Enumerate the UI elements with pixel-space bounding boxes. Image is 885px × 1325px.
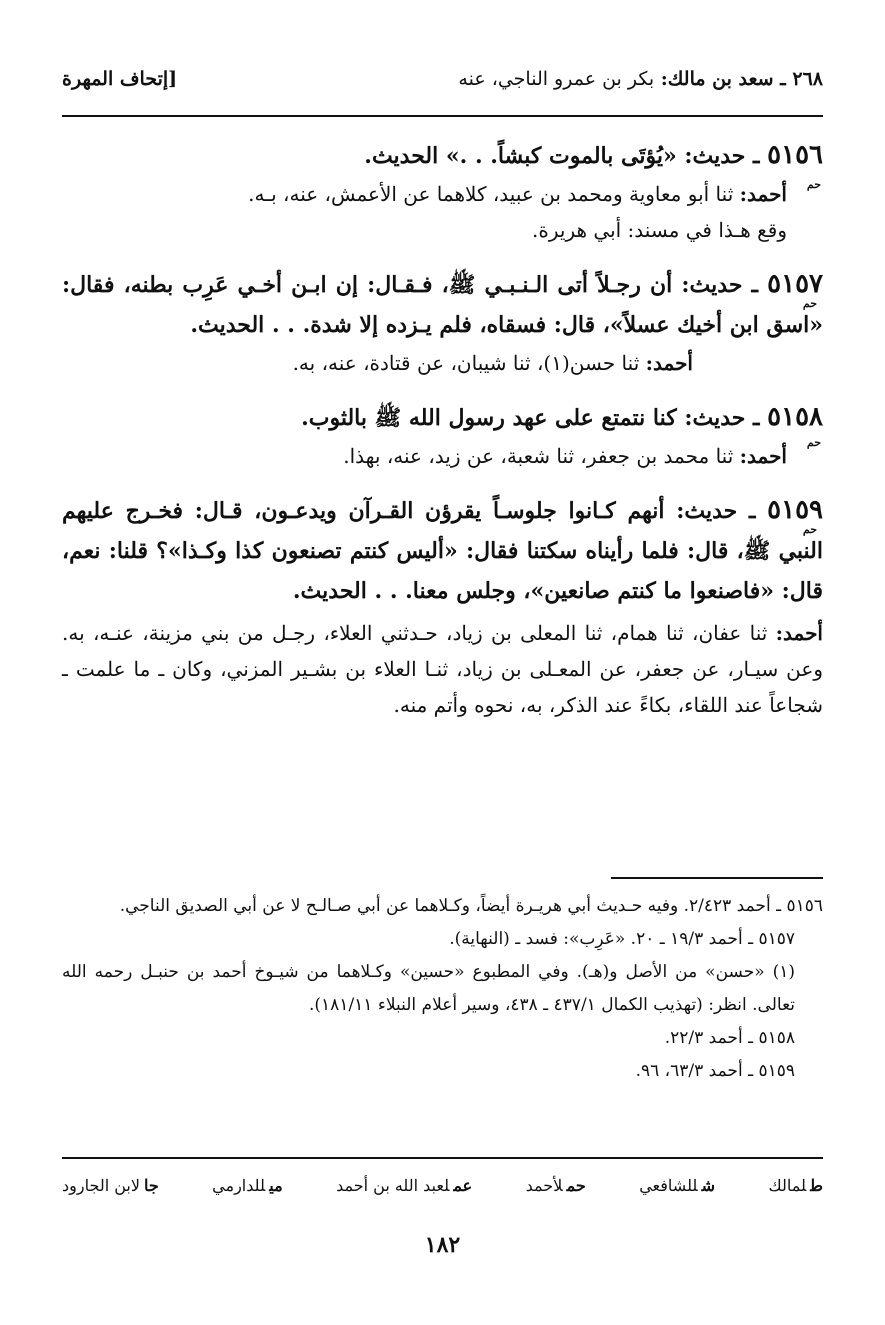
hadith-text	[62, 490, 823, 611]
page-number: ١٨٢	[424, 1232, 461, 1258]
hadith-number: ٥١٥٦	[767, 140, 823, 170]
footnote-1: (١) «حسن» من الأصل و(هـ). وفي المطبوع «حسين» وكـلاهما من شيـوخ أحمد بن حنبـل رحمه الله تعالى. انظر: (تهذيب الكمال ٤٣٧/١ ـ ٤٣٨، وسير أعلام النبلاء ١٨١/١١).	[62, 962, 795, 1015]
footnote-5157: ٥١٥٧ ـ أحمد ١٩/٣ ـ ٢٠. «عَرِب»: فسد ـ (النهاية).	[449, 929, 795, 949]
source-name: أحمد:	[775, 621, 823, 645]
legend-rule	[62, 1157, 823, 1159]
footnote-rule	[611, 877, 823, 879]
running-header	[62, 62, 823, 102]
header-narrator-chain: بكر بن عمرو الناجي، عنه	[458, 68, 655, 90]
hadith-number: ٥١٥٩	[767, 495, 823, 525]
hadith-number: ٥١٥٨	[767, 402, 823, 432]
isnad	[62, 615, 823, 723]
footnotes	[62, 890, 823, 1088]
hadith-entry-5159	[62, 490, 823, 723]
hadith-text	[62, 135, 823, 176]
header-section-title	[458, 68, 823, 90]
source-name: أحمد:	[739, 182, 787, 206]
hadith-entry-5158	[62, 397, 823, 474]
legend-item: ميللدارمي	[212, 1176, 283, 1195]
source-chain: ثنا حسن(١)، ثنا شيبان، عن قتادة، عنه، به.	[292, 351, 646, 375]
isnad	[62, 176, 823, 248]
hadith-body: ـ حديث: أنهم كـانوا جلوسـاً يقرؤن القـرآن ويدعـون، قـال: فخـرج عليهم النبي ﷺ، قال: فلما رأيناه سكتنا فقال: «أليس كنتم تصنعون كذا وكـذا»؟ قلنا: نعم، قال: «فاصنعوا ما كنتم صانعين»، وجلس معنا. . . الحديث.	[62, 498, 823, 604]
isnad	[62, 345, 823, 381]
cross-reference-note: وقع هـذا في مسند: أبي هريرة.	[532, 218, 787, 242]
abbreviation-legend	[62, 1170, 823, 1202]
source-name: أحمد:	[739, 444, 787, 468]
main-text	[62, 135, 823, 739]
hadith-body: ـ حديث: أن رجـلاً أتى الـنـبـي ﷺ، فـقـال: إن ابـن أخـي عَرِب بطنه، فقال: «اسق ابن أخيك عسلاً»، قال: فسقاه، فلم يـزده إلا شدة. . . الحديث.	[62, 272, 823, 338]
hadith-body: ـ حديث: كنا نتمتع على عهد رسول الله ﷺ بالثوب.	[301, 405, 768, 431]
legend-item: شللشافعي	[639, 1176, 716, 1195]
source-siglum: حم	[806, 178, 821, 191]
legend-item: عملعبد الله بن أحمد	[336, 1176, 473, 1195]
source-chain: ثنا عفان، ثنا همام، ثنا المعلى بن زياد، حـدثني العلاء، رجـل من بني مزينة، عنـه، به. وعن سيـار، عن جعفر، عن المعـلى بن زياد، ثنـا العلاء بن بشـير المزني، وكان ـ ما علمت ـ شجاعاً عند اللقاء، بكاءً عند الذكر، به، نحوه وأتم منه.	[62, 621, 824, 717]
source-name: أحمد:	[645, 351, 693, 375]
hadith-body: ـ حديث: «يُؤتَى بالموت كبشاً. . .» الحديث.	[364, 143, 768, 169]
header-chapter: ٢٦٨ ـ سعد بن مالك:	[660, 68, 823, 90]
isnad	[62, 438, 823, 474]
footnote-5158: ٥١٥٨ ـ أحمد ٢٢/٣.	[664, 1028, 795, 1048]
footnote-5159: ٥١٥٩ ـ أحمد ٦٣/٣، ٩٦.	[635, 1061, 795, 1081]
legend-item: طلمالك	[768, 1176, 823, 1195]
legend-item: حملأحمد	[525, 1176, 586, 1195]
source-siglum: حم	[802, 297, 817, 310]
hadith-text	[62, 397, 823, 438]
legend-item: جالابن الجارود	[62, 1176, 159, 1195]
source-siglum: حم	[806, 436, 821, 449]
header-rule	[62, 115, 823, 117]
hadith-number: ٥١٥٧	[767, 269, 823, 299]
hadith-entry-5156	[62, 135, 823, 248]
footnote-5156: ٥١٥٦ ـ أحمد ٢/٤٢٣. وفيه حـديث أبي هريـرة أيضاً، وكـلاهما عن أبي صـالـح لا عن أبي الصديق الناجي.	[119, 896, 823, 916]
hadith-text	[62, 264, 823, 345]
source-chain: ثنا محمد بن جعفر، ثنا شعبة، عن زيد، عنه، بهذا.	[343, 444, 740, 468]
hadith-entry-5157	[62, 264, 823, 381]
source-siglum: حم	[802, 523, 817, 536]
source-chain: ثنا أبو معاوية ومحمد بن عبيد، كلاهما عن الأعمش، عنه، بـه.	[248, 182, 740, 206]
header-book-title: [إتحاف المهرة	[62, 68, 178, 90]
